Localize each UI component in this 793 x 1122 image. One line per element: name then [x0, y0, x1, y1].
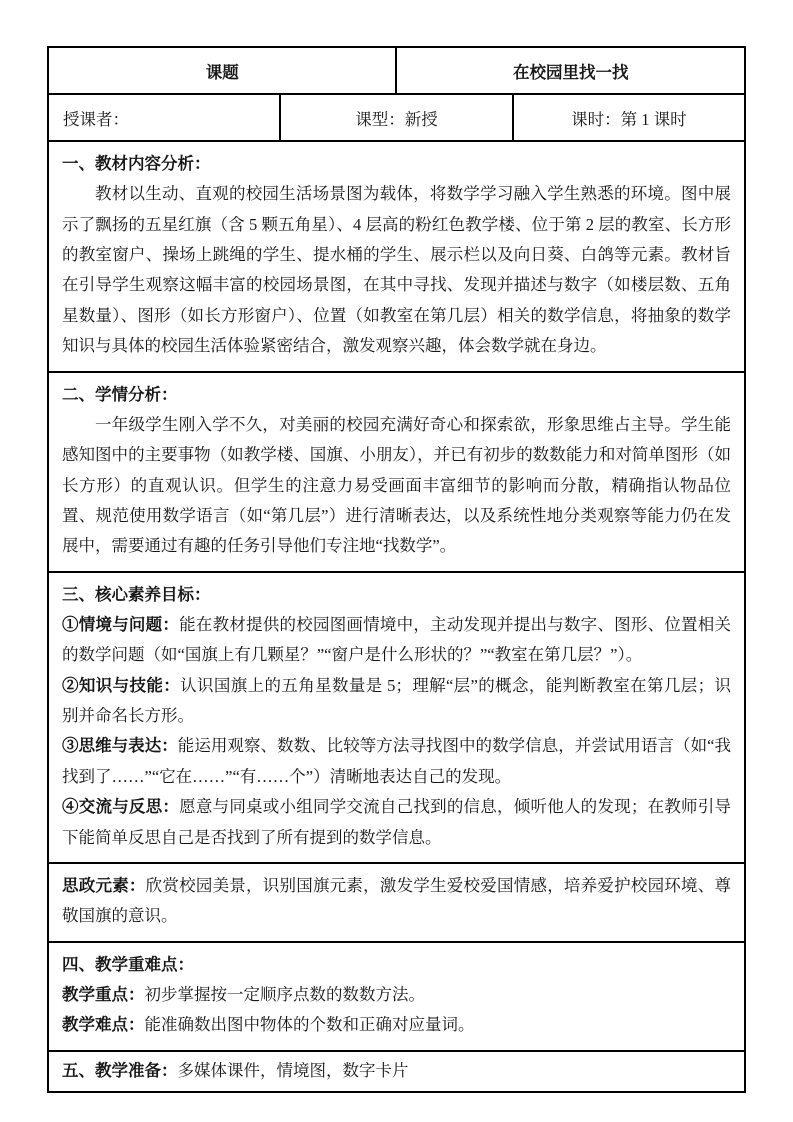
topic-label-cell: 课题	[48, 47, 396, 94]
core-competency-cell	[48, 572, 745, 863]
learner-analysis-body: 一年级学生刚入学不久，对美丽的校园充满好奇心和探索欲，形象思维占主导。学生能感知图中的主要事物（如教学楼、国旗、小朋友），并已有初步的数数能力和对简单图形（如长方形）的直观认识。但学生的注意力易受画面丰富细节的影响而分散，精确指认物品位置、规范使用数学语言（如“第几层”）进行清晰表达，以及系统性地分类观察等能力仍在发展中，需要通过有趣的任务引导他们专注地“找数学”。	[62, 414, 731, 556]
goal-item-communication-text: 愿意与同桌或小组同学交流自己找到的信息，倾听他人的发现；在教师引导下能简单反思自己是否找到了所有提到的数学信息。	[62, 797, 732, 847]
goal-item-situation	[62, 610, 731, 671]
ideology-row	[48, 863, 745, 942]
learner-analysis-heading: 二、学情分析：	[62, 384, 178, 404]
preparation-text: 多媒体课件，情境图，数字卡片	[177, 1060, 409, 1080]
ideology-cell	[48, 863, 745, 942]
goal-item-thinking	[62, 731, 731, 792]
core-competency-heading: 三、核心素养目标：	[62, 584, 211, 604]
topic-value-cell: 在校园里找一找	[396, 47, 745, 94]
goal-item-knowledge	[62, 671, 731, 732]
goal-item-thinking-text: 能运用观察、数数、比较等方法寻找图中的数学信息，并尝试用语言（如“我找到了……”“它在……”“有……个”）清晰地表达自己的发现。	[62, 736, 731, 786]
key-points-heading: 四、教学重难点：	[62, 954, 194, 974]
goal-item-situation-text: 能在教材提供的校园图画情境中，主动发现并提出与数字、图形、位置相关的数学问题（如“国旗上有几颗星？”“窗户是什么形状的？”“教室在第几层？”）。	[62, 615, 732, 665]
preparation-cell	[48, 1051, 745, 1092]
period-cell: 课时：第 1 课时	[513, 94, 745, 141]
learner-analysis-row	[48, 372, 745, 572]
preparation-label: 五、教学准备：	[62, 1060, 178, 1080]
core-competency-row	[48, 572, 745, 863]
goal-item-knowledge-label: ②知识与技能：	[62, 675, 181, 695]
teaching-key-point-text: 初步掌握按一定顺序点数的数数方法。	[144, 984, 425, 1004]
key-points-row	[48, 942, 745, 1051]
teacher-cell: 授课者：	[48, 94, 280, 141]
ideology-paragraph	[62, 871, 731, 932]
lesson-type-cell: 课型：新授	[280, 94, 512, 141]
goal-item-communication-label: ④交流与反思：	[62, 797, 180, 817]
goal-item-knowledge-text: 认识国旗上的五角星数量是 5；理解“层”的概念，能判断教室在第几层；识别并命名长方形。	[62, 675, 731, 726]
preparation-row	[48, 1051, 745, 1092]
teaching-difficult-point-text: 能准确数出图中物体的个数和正确对应量词。	[144, 1015, 475, 1035]
preparation-paragraph	[62, 1057, 731, 1085]
material-analysis-row	[48, 141, 745, 372]
goal-item-communication	[62, 792, 731, 853]
teaching-key-point-label: 教学重点：	[62, 984, 145, 1004]
ideology-label: 思政元素：	[62, 875, 146, 895]
teaching-difficult-point	[62, 1010, 731, 1040]
meta-row	[48, 94, 745, 141]
teaching-key-point	[62, 980, 731, 1010]
material-analysis-heading: 一、教材内容分析：	[62, 154, 211, 173]
learner-analysis-cell	[48, 372, 745, 572]
goal-item-thinking-label: ③思维与表达：	[62, 736, 178, 756]
key-points-cell	[48, 942, 745, 1051]
goal-item-situation-label: ①情境与问题：	[62, 615, 180, 635]
ideology-text: 欣赏校园美景，识别国旗元素，激发学生爱校爱国情感，培养爱护校园环境、尊敬国旗的意识。	[62, 875, 732, 926]
lesson-plan-table	[47, 46, 746, 1093]
material-analysis-body: 教材以生动、直观的校园生活场景图为载体，将数学学习融入学生熟悉的环境。图中展示了飘扬的五星红旗（含 5 颗五角星）、4 层高的粉红色教学楼、位于第 2 层的教室、长方形的教室窗户、操场上跳绳的学生、提水桶的学生、展示栏以及向日葵、白鸽等元素。教材旨在引导学生观察这幅丰富的校园场景图，在其中寻找、发现并描述与数字（如楼层数、五角星数量）、图形（如长方形窗户）、位置（如教室在第几层）相关的数学信息，将抽象的数学知识与具体的校园生活体验紧密结合，激发观察兴趣，体会数学就在身边。	[62, 184, 731, 356]
topic-row	[48, 47, 745, 94]
material-analysis-cell	[48, 141, 745, 372]
teaching-difficult-point-label: 教学难点：	[62, 1015, 145, 1035]
